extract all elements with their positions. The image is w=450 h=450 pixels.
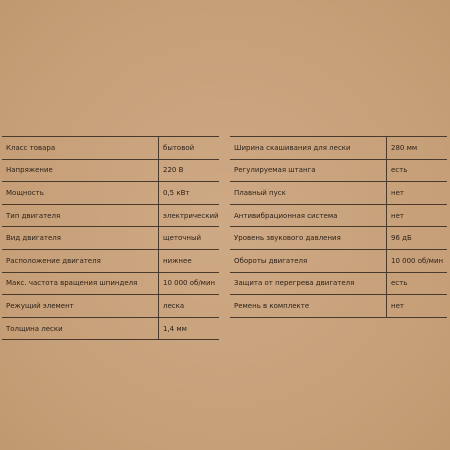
spec-name: Ширина скашивания для лески — [230, 137, 387, 160]
table-row — [230, 295, 447, 318]
table-row — [230, 204, 447, 227]
table-row — [2, 227, 219, 250]
spec-table-right — [230, 136, 447, 318]
spec-value: нижнее — [159, 249, 220, 272]
spec-name: Класс товара — [2, 137, 159, 160]
spec-name: Напряжение — [2, 159, 159, 182]
spec-name: Антивибрационная система — [230, 204, 387, 227]
spec-name: Вид двигателя — [2, 227, 159, 250]
spec-name: Режущий элемент — [2, 295, 159, 318]
table-row — [2, 272, 219, 295]
spec-value: нет — [387, 295, 448, 318]
spec-value: бытовой — [159, 137, 220, 160]
spec-value: есть — [387, 159, 448, 182]
spec-name: Уровень звукового давления — [230, 227, 387, 250]
spec-value: электрический — [159, 204, 220, 227]
table-row — [2, 137, 219, 160]
table-row — [230, 137, 447, 160]
spec-value: нет — [387, 204, 448, 227]
table-row — [2, 204, 219, 227]
table-row — [2, 159, 219, 182]
spec-name: Ремень в комплекте — [230, 295, 387, 318]
spec-name: Регулируемая штанга — [230, 159, 387, 182]
spec-name: Расположение двигателя — [2, 249, 159, 272]
spec-value: есть — [387, 272, 448, 295]
spec-value: леска — [159, 295, 220, 318]
spec-name: Толщина лески — [2, 317, 159, 340]
spec-name: Мощность — [2, 182, 159, 205]
table-row — [2, 182, 219, 205]
spec-name: Макс. частота вращения шпинделя — [2, 272, 159, 295]
table-row — [230, 182, 447, 205]
spec-value: 10 000 об/мин — [387, 249, 448, 272]
spec-value: 280 мм — [387, 137, 448, 160]
table-row — [230, 159, 447, 182]
spec-value: 96 дБ — [387, 227, 448, 250]
spec-value: 0,5 кВт — [159, 182, 220, 205]
table-row — [2, 317, 219, 340]
spec-value: 1,4 мм — [159, 317, 220, 340]
table-row — [230, 227, 447, 250]
table-row — [230, 249, 447, 272]
spec-value: щеточный — [159, 227, 220, 250]
spec-name: Обороты двигателя — [230, 249, 387, 272]
spec-name: Тип двигателя — [2, 204, 159, 227]
table-row — [230, 272, 447, 295]
table-row — [2, 295, 219, 318]
table-row — [2, 249, 219, 272]
spec-value: нет — [387, 182, 448, 205]
spec-value: 10 000 об/мин — [159, 272, 220, 295]
spec-name: Защита от перегрева двигателя — [230, 272, 387, 295]
spec-name: Плавный пуск — [230, 182, 387, 205]
spec-table-left — [2, 136, 219, 340]
spec-value: 220 В — [159, 159, 220, 182]
